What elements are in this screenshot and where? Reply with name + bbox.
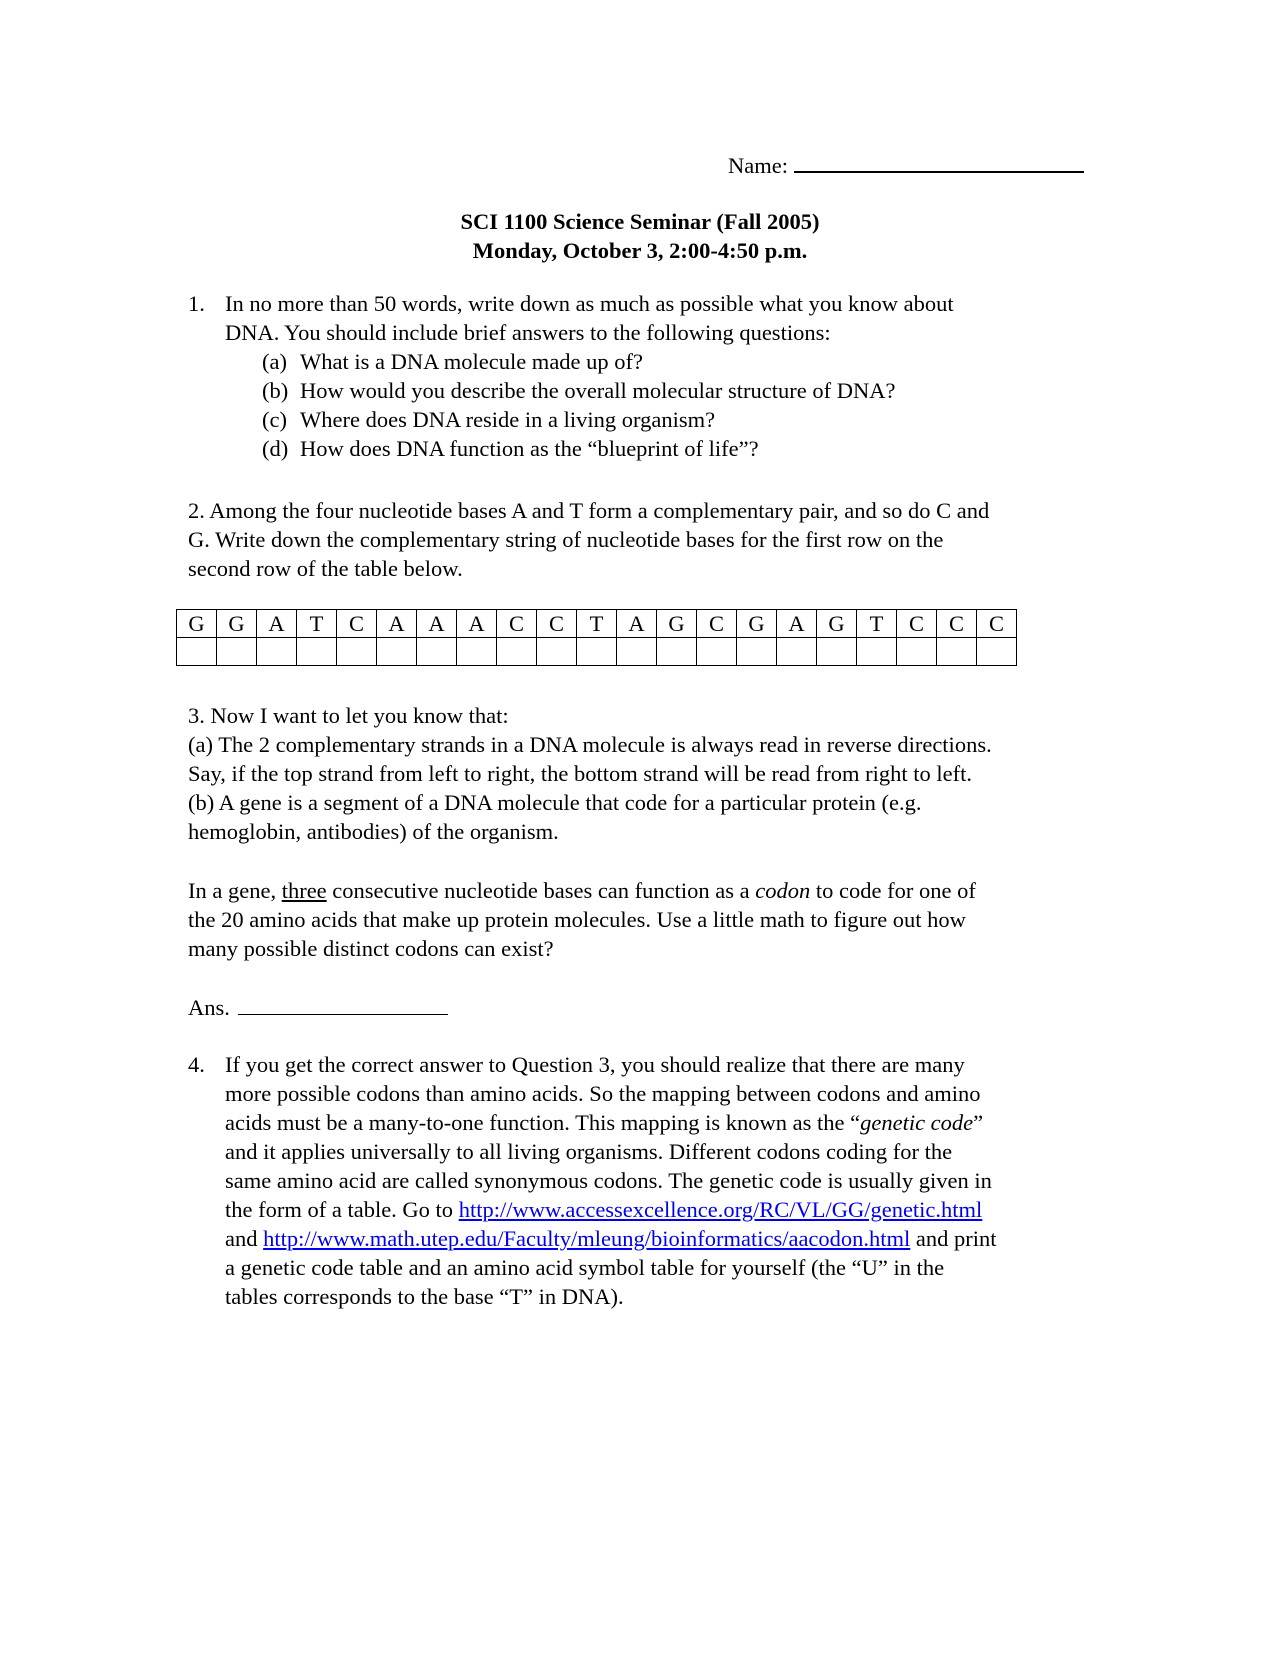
answer-row <box>188 993 448 1023</box>
complement-answer-cell[interactable] <box>697 638 737 666</box>
question-1-sub-a: (a) What is a DNA molecule made up of? <box>262 349 644 374</box>
question-3-paragraph-line-1: In a gene, three consecutive nucleotide bases can function as a codon to code for one of <box>188 878 976 903</box>
complement-answer-cell[interactable] <box>897 638 937 666</box>
answer-label: Ans. <box>188 995 230 1020</box>
question-2-line-2: G. Write down the complementary string of nucleotide bases for the first row on the <box>188 527 944 552</box>
complement-answer-cell[interactable] <box>617 638 657 666</box>
question-4-line-5: same amino acid are called synonymous codons. The genetic code is usually given in <box>225 1168 992 1193</box>
italic-codon: codon <box>755 878 811 903</box>
aacodon-link[interactable]: http://www.math.utep.edu/Faculty/mleung/bioinformatics/aacodon.html <box>263 1226 911 1251</box>
course-title: SCI 1100 Science Seminar (Fall 2005) <box>460 209 820 234</box>
sequence-base-cell: T <box>857 610 897 638</box>
question-4-line-1: 4. If you get the correct answer to Question 3, you should realize that there are many <box>188 1051 965 1080</box>
question-4-line-6: the form of a table. Go to http://www.accessexcellence.org/RC/VL/GG/genetic.html <box>225 1197 983 1222</box>
complement-answer-cell[interactable] <box>737 638 777 666</box>
question-4-line-9: tables corresponds to the base “T” in DNA). <box>225 1284 624 1309</box>
question-4-number: 4. <box>188 1052 205 1077</box>
question-2-line-1: 2. Among the four nucleotide bases A and T form a complementary pair, and so do C and <box>188 498 990 523</box>
sequence-row-answer <box>177 638 1017 666</box>
complement-answer-cell[interactable] <box>257 638 297 666</box>
name-field-row <box>728 150 1084 181</box>
question-1-sub-c: (c) Where does DNA reside in a living organism? <box>262 407 716 432</box>
sequence-base-cell: C <box>937 610 977 638</box>
nucleotide-sequence-table <box>176 609 1017 666</box>
question-1-line-1: 1. In no more than 50 words, write down as much as possible what you know about <box>188 290 954 319</box>
sequence-base-cell: A <box>457 610 497 638</box>
sequence-base-cell: C <box>897 610 937 638</box>
sequence-base-cell: T <box>577 610 617 638</box>
sequence-base-cell: G <box>177 610 217 638</box>
complement-answer-cell[interactable] <box>297 638 337 666</box>
sequence-base-cell: G <box>217 610 257 638</box>
sequence-base-cell: G <box>737 610 777 638</box>
question-1-line-2: DNA. You should include brief answers to the following questions: <box>225 320 831 345</box>
sequence-base-cell: A <box>377 610 417 638</box>
complement-answer-cell[interactable] <box>577 638 617 666</box>
question-1-sub-b: (b) How would you describe the overall molecular structure of DNA? <box>262 378 896 403</box>
sequence-base-cell: C <box>337 610 377 638</box>
sequence-row-given <box>177 610 1017 638</box>
question-2-line-3: second row of the table below. <box>188 556 463 581</box>
sequence-base-cell: C <box>977 610 1017 638</box>
underlined-three: three <box>281 878 327 903</box>
question-3-paragraph-line-2: the 20 amino acids that make up protein molecules. Use a little math to figure out how <box>188 907 966 932</box>
complement-answer-cell[interactable] <box>177 638 217 666</box>
sequence-base-cell: G <box>817 610 857 638</box>
complement-answer-cell[interactable] <box>377 638 417 666</box>
question-3-b-line-1: (b) A gene is a segment of a DNA molecule that code for a particular protein (e.g. <box>188 790 922 815</box>
question-3-intro: 3. Now I want to let you know that: <box>188 703 509 728</box>
sequence-base-cell: C <box>497 610 537 638</box>
genetic-code-link[interactable]: http://www.accessexcellence.org/RC/VL/GG/genetic.html <box>458 1197 983 1222</box>
sequence-base-cell: T <box>297 610 337 638</box>
question-4-line-3: acids must be a many-to-one function. This mapping is known as the “genetic code” <box>225 1110 984 1135</box>
question-3-a-line-2: Say, if the top strand from left to right, the bottom strand will be read from right to left. <box>188 761 972 786</box>
complement-answer-cell[interactable] <box>937 638 977 666</box>
sequence-base-cell: A <box>417 610 457 638</box>
complement-answer-cell[interactable] <box>977 638 1017 666</box>
complement-answer-cell[interactable] <box>337 638 377 666</box>
complement-answer-cell[interactable] <box>777 638 817 666</box>
question-4-line-2: more possible codons than amino acids. So the mapping between codons and amino <box>225 1081 981 1106</box>
complement-answer-cell[interactable] <box>457 638 497 666</box>
question-4-line-7: and http://www.math.utep.edu/Faculty/mleung/bioinformatics/aacodon.html and print <box>225 1226 997 1251</box>
question-1-sub-d: (d) How does DNA function as the “blueprint of life”? <box>262 436 759 461</box>
complement-answer-cell[interactable] <box>497 638 537 666</box>
sequence-base-cell: C <box>537 610 577 638</box>
question-4-line-4: and it applies universally to all living organisms. Different codons coding for the <box>225 1139 953 1164</box>
complement-answer-cell[interactable] <box>817 638 857 666</box>
sequence-base-cell: C <box>697 610 737 638</box>
question-3-a-line-1: (a) The 2 complementary strands in a DNA molecule is always read in reverse directions. <box>188 732 992 757</box>
question-3-b-line-2: hemoglobin, antibodies) of the organism. <box>188 819 559 844</box>
name-label: Name: <box>728 153 788 178</box>
sequence-base-cell: G <box>657 610 697 638</box>
complement-answer-cell[interactable] <box>417 638 457 666</box>
question-1-number: 1. <box>188 291 205 316</box>
sequence-base-cell: A <box>257 610 297 638</box>
complement-answer-cell[interactable] <box>537 638 577 666</box>
name-blank-line[interactable] <box>794 150 1084 173</box>
sequence-base-cell: A <box>617 610 657 638</box>
complement-answer-cell[interactable] <box>657 638 697 666</box>
question-3-paragraph-line-3: many possible distinct codons can exist? <box>188 936 554 961</box>
italic-genetic-code: genetic code <box>860 1110 974 1135</box>
sequence-base-cell: A <box>777 610 817 638</box>
answer-blank-line[interactable] <box>238 993 448 1015</box>
complement-answer-cell[interactable] <box>857 638 897 666</box>
complement-answer-cell[interactable] <box>217 638 257 666</box>
question-4-line-8: a genetic code table and an amino acid symbol table for yourself (the “U” in the <box>225 1255 945 1280</box>
session-date: Monday, October 3, 2:00-4:50 p.m. <box>472 238 808 263</box>
